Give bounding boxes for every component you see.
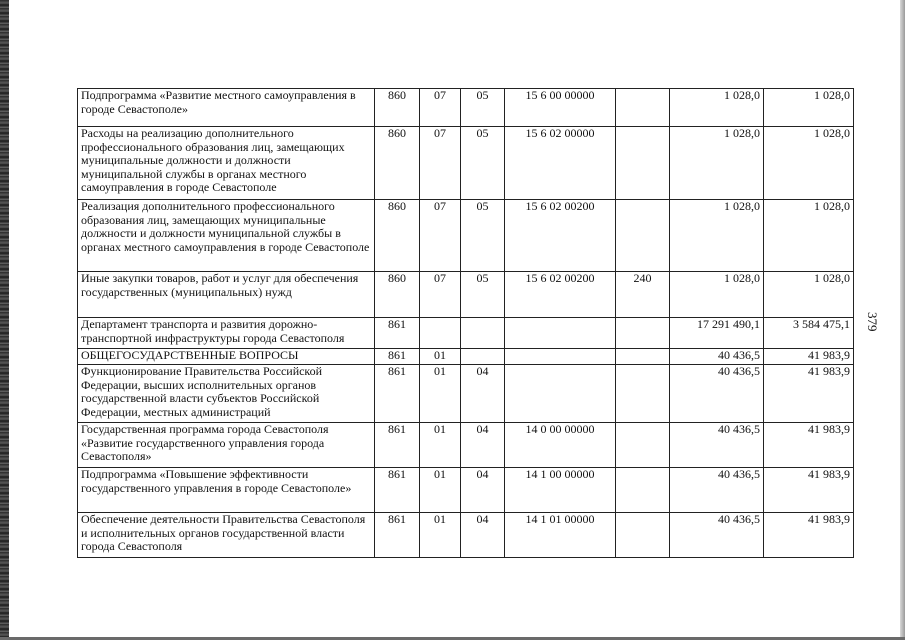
section-code-cell: 01	[420, 423, 461, 468]
amount-year2-cell: 1 028,0	[764, 200, 854, 272]
table-body	[78, 89, 854, 558]
target-article-cell: 15 6 00 00000	[505, 89, 616, 127]
table-row	[78, 89, 854, 127]
subsection-code-cell: 05	[461, 89, 505, 127]
target-article-cell: 15 6 02 00000	[505, 127, 616, 200]
row-name-cell: Государственная программа города Севастополя «Развитие государственного управления города Севастополя»	[78, 423, 375, 468]
amount-year2-cell: 41 983,9	[764, 365, 854, 423]
expense-type-cell	[616, 200, 670, 272]
subsection-code-cell: 04	[461, 513, 505, 558]
amount-year1-cell: 40 436,5	[670, 365, 764, 423]
section-code-cell	[420, 318, 461, 349]
table-row	[78, 127, 854, 200]
row-name-cell: Обеспечение деятельности Правительства Севастополя и исполнительных органов государственной власти города Севастополя	[78, 513, 375, 558]
subsection-code-cell: 05	[461, 200, 505, 272]
row-name-cell: Функционирование Правительства Российской Федерации, высших исполнительных органов государственной власти субъектов Российской Федерации, местных администраций	[78, 365, 375, 423]
amount-year2-cell: 1 028,0	[764, 272, 854, 318]
amount-year1-cell: 40 436,5	[670, 349, 764, 365]
table-row	[78, 513, 854, 558]
amount-year1-cell: 40 436,5	[670, 468, 764, 513]
expense-type-cell	[616, 318, 670, 349]
ministry-code-cell: 861	[375, 513, 420, 558]
ministry-code-cell: 860	[375, 127, 420, 200]
row-name-cell: Иные закупки товаров, работ и услуг для обеспечения государственных (муниципальных) нужд	[78, 272, 375, 318]
target-article-cell: 14 1 01 00000	[505, 513, 616, 558]
row-name-cell: Департамент транспорта и развития дорожно-транспортной инфраструктуры города Севастополя	[78, 318, 375, 349]
expense-type-cell	[616, 468, 670, 513]
amount-year1-cell: 40 436,5	[670, 423, 764, 468]
amount-year1-cell: 1 028,0	[670, 272, 764, 318]
row-name-cell: Реализация дополнительного профессионального образования лиц, замещающих муниципальные должности и должности муниципальной службы в органах местного самоуправления в городе Севастополе	[78, 200, 375, 272]
ministry-code-cell: 861	[375, 349, 420, 365]
target-article-cell: 15 6 02 00200	[505, 272, 616, 318]
table-row	[78, 423, 854, 468]
table-row	[78, 318, 854, 349]
budget-table	[77, 88, 854, 558]
row-name-cell: Подпрограмма «Повышение эффективности государственного управления в городе Севастополе»	[78, 468, 375, 513]
target-article-cell: 14 1 00 00000	[505, 468, 616, 513]
expense-type-cell	[616, 365, 670, 423]
amount-year2-cell: 41 983,9	[764, 349, 854, 365]
amount-year2-cell: 1 028,0	[764, 89, 854, 127]
amount-year2-cell: 1 028,0	[764, 127, 854, 200]
subsection-code-cell	[461, 318, 505, 349]
expense-type-cell	[616, 127, 670, 200]
amount-year1-cell: 17 291 490,1	[670, 318, 764, 349]
amount-year2-cell: 3 584 475,1	[764, 318, 854, 349]
section-code-cell: 07	[420, 89, 461, 127]
section-code-cell: 01	[420, 468, 461, 513]
section-code-cell: 01	[420, 365, 461, 423]
subsection-code-cell: 04	[461, 365, 505, 423]
ministry-code-cell: 861	[375, 423, 420, 468]
ministry-code-cell: 860	[375, 272, 420, 318]
target-article-cell	[505, 365, 616, 423]
amount-year2-cell: 41 983,9	[764, 513, 854, 558]
expense-type-cell: 240	[616, 272, 670, 318]
table-row	[78, 272, 854, 318]
expense-type-cell	[616, 423, 670, 468]
page-number: 379	[865, 312, 880, 332]
section-code-cell: 01	[420, 513, 461, 558]
expense-type-cell	[616, 349, 670, 365]
table-row	[78, 200, 854, 272]
row-name-cell: Подпрограмма «Развитие местного самоуправления в городе Севастополе»	[78, 89, 375, 127]
ministry-code-cell: 860	[375, 89, 420, 127]
target-article-cell	[505, 349, 616, 365]
scan-edge-right	[900, 0, 905, 640]
scan-edge-left	[0, 0, 9, 640]
row-name-cell: Расходы на реализацию дополнительного профессионального образования лиц, замещающих муниципальные должности и должности муниципальной службы в органах местного самоуправления в городе Севастополе	[78, 127, 375, 200]
subsection-code-cell	[461, 349, 505, 365]
table-row	[78, 468, 854, 513]
subsection-code-cell: 05	[461, 127, 505, 200]
ministry-code-cell: 861	[375, 468, 420, 513]
subsection-code-cell: 04	[461, 468, 505, 513]
target-article-cell	[505, 318, 616, 349]
expense-type-cell	[616, 513, 670, 558]
amount-year2-cell: 41 983,9	[764, 468, 854, 513]
amount-year1-cell: 40 436,5	[670, 513, 764, 558]
table-row	[78, 349, 854, 365]
ministry-code-cell: 860	[375, 200, 420, 272]
amount-year1-cell: 1 028,0	[670, 200, 764, 272]
amount-year2-cell: 41 983,9	[764, 423, 854, 468]
target-article-cell: 15 6 02 00200	[505, 200, 616, 272]
amount-year1-cell: 1 028,0	[670, 127, 764, 200]
target-article-cell: 14 0 00 00000	[505, 423, 616, 468]
section-code-cell: 01	[420, 349, 461, 365]
subsection-code-cell: 05	[461, 272, 505, 318]
section-code-cell: 07	[420, 127, 461, 200]
ministry-code-cell: 861	[375, 318, 420, 349]
subsection-code-cell: 04	[461, 423, 505, 468]
row-name-cell: ОБЩЕГОСУДАРСТВЕННЫЕ ВОПРОСЫ	[78, 349, 375, 365]
section-code-cell: 07	[420, 272, 461, 318]
section-code-cell: 07	[420, 200, 461, 272]
table-row	[78, 365, 854, 423]
expense-type-cell	[616, 89, 670, 127]
amount-year1-cell: 1 028,0	[670, 89, 764, 127]
ministry-code-cell: 861	[375, 365, 420, 423]
